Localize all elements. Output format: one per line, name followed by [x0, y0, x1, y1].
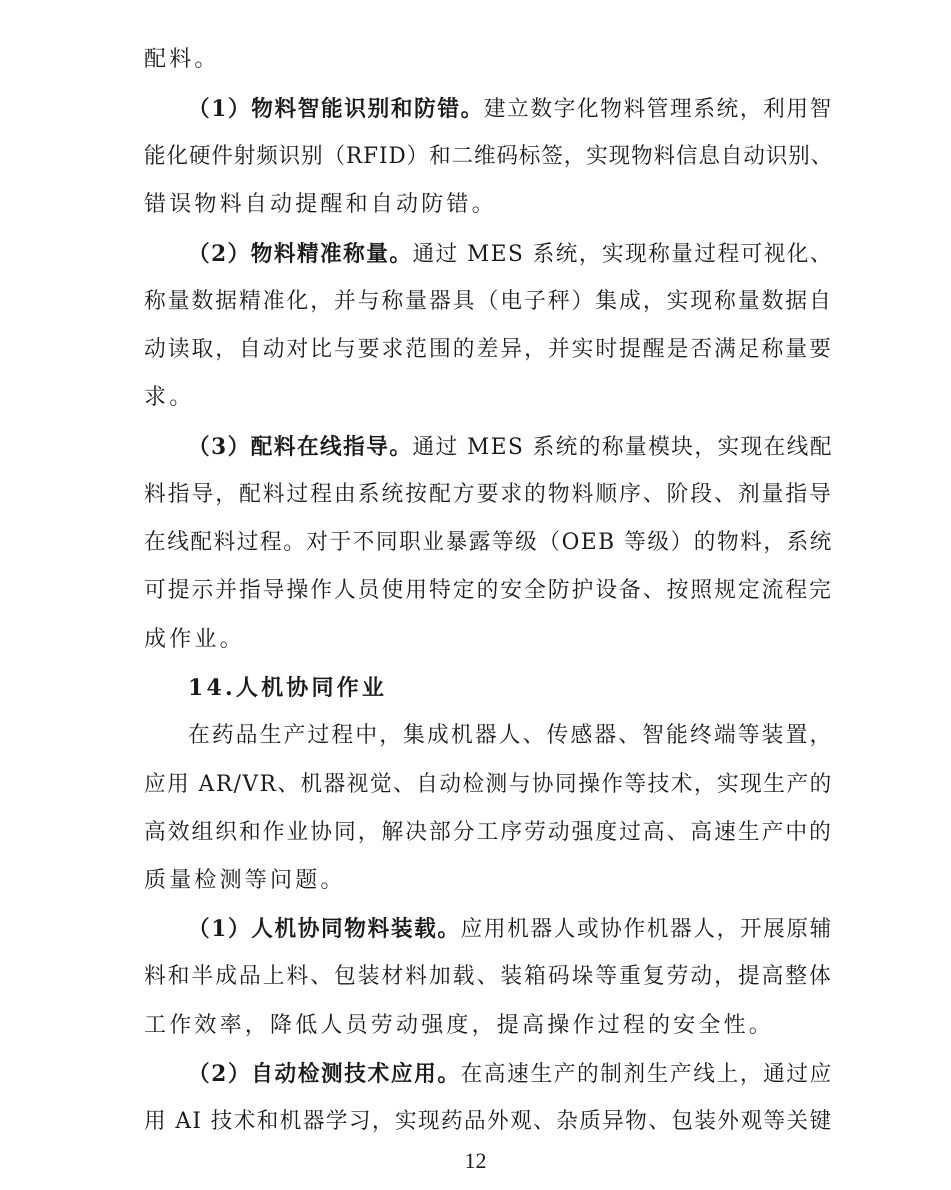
- text-line: [144, 45, 220, 75]
- text-run: 建立数字化物料管理系统，利用智: [483, 97, 833, 122]
- text-run: 用 AI 技术和机器学习，实现药品外观、杂质异物、包装外观等关键: [144, 1109, 833, 1134]
- text-run: 料和半成品上料、包装材料加载、装箱码垛等重复劳动，提高整体: [144, 964, 833, 989]
- text-run: 工作效率，降低人员劳动强度，提高操作过程的安全性。: [144, 1013, 775, 1038]
- text-run: 高效组织和作业协同，解决部分工序劳动强度过高、高速生产中的: [144, 820, 833, 845]
- text-line: [188, 914, 833, 945]
- text-line: [144, 1107, 833, 1137]
- text-line: [144, 962, 833, 992]
- text-run: 能化硬件射频识别（RFID）和二维码标签，实现物料信息自动识别、: [144, 144, 834, 169]
- section-heading-text: 14.人机协同作业: [188, 675, 388, 701]
- text-line: [188, 721, 833, 751]
- text-line: [144, 142, 833, 172]
- text-run: 通过 MES 系统的称量模块，实现在线配: [412, 435, 834, 460]
- section-heading: [188, 673, 387, 704]
- text-run: 应用机器人或协作机器人，开展原辅: [460, 917, 833, 942]
- text-line: [144, 866, 346, 896]
- text-line: [144, 383, 194, 413]
- text-run: 料指导，配料过程由系统按配方要求的物料顺序、阶段、剂量指导: [144, 482, 833, 507]
- text-line: [144, 1011, 774, 1041]
- text-run: 错误物料自动提醒和自动防错。: [144, 192, 497, 217]
- text-run: 可提示并指导操作人员使用特定的安全防护设备、按照规定流程完: [144, 578, 833, 603]
- text-run: 求。: [144, 385, 195, 410]
- paragraph-heading: （3）配料在线指导。: [188, 434, 413, 460]
- text-line: [144, 576, 833, 606]
- text-run: 通过 MES 系统，实现称量过程可视化、: [412, 242, 834, 267]
- text-run: 质量检测等问题。: [144, 868, 346, 893]
- text-line: [188, 239, 833, 270]
- text-line: [188, 432, 833, 463]
- text-line: [144, 770, 833, 800]
- text-line: [144, 818, 833, 848]
- text-line: [144, 480, 833, 510]
- text-line: [144, 625, 245, 655]
- text-run: 应用 AR/VR、机器视觉、自动检测与协同操作等技术，实现生产的: [144, 772, 833, 797]
- text-run: 动读取，自动对比与要求范围的差异，并实时提醒是否满足称量要: [144, 337, 833, 362]
- text-line: [188, 94, 833, 125]
- text-line: [144, 528, 833, 558]
- text-run: 称量数据精准化，并与称量器具（电子秤）集成，实现称量数据自: [144, 289, 833, 314]
- text-run: 在线配料过程。对于不同职业暴露等级（OEB 等级）的物料，系统: [144, 530, 833, 555]
- paragraph-heading: （1）人机协同物料装载。: [188, 916, 461, 942]
- text-run: 在高速生产的制剂生产线上，通过应: [460, 1062, 833, 1087]
- paragraph-heading: （1）物料智能识别和防错。: [188, 96, 484, 122]
- page-number: 12: [464, 1148, 487, 1173]
- paragraph-heading: （2）自动检测技术应用。: [188, 1061, 461, 1087]
- text-run: 在药品生产过程中，集成机器人、传感器、智能终端等装置，: [188, 723, 834, 748]
- text-line: [144, 335, 833, 365]
- text-run: 配料。: [144, 47, 220, 72]
- text-line: [188, 1059, 833, 1090]
- text-line: [144, 190, 497, 220]
- text-run: 成作业。: [144, 627, 245, 652]
- paragraph-heading: （2）物料精准称量。: [188, 241, 413, 267]
- text-line: [144, 287, 833, 317]
